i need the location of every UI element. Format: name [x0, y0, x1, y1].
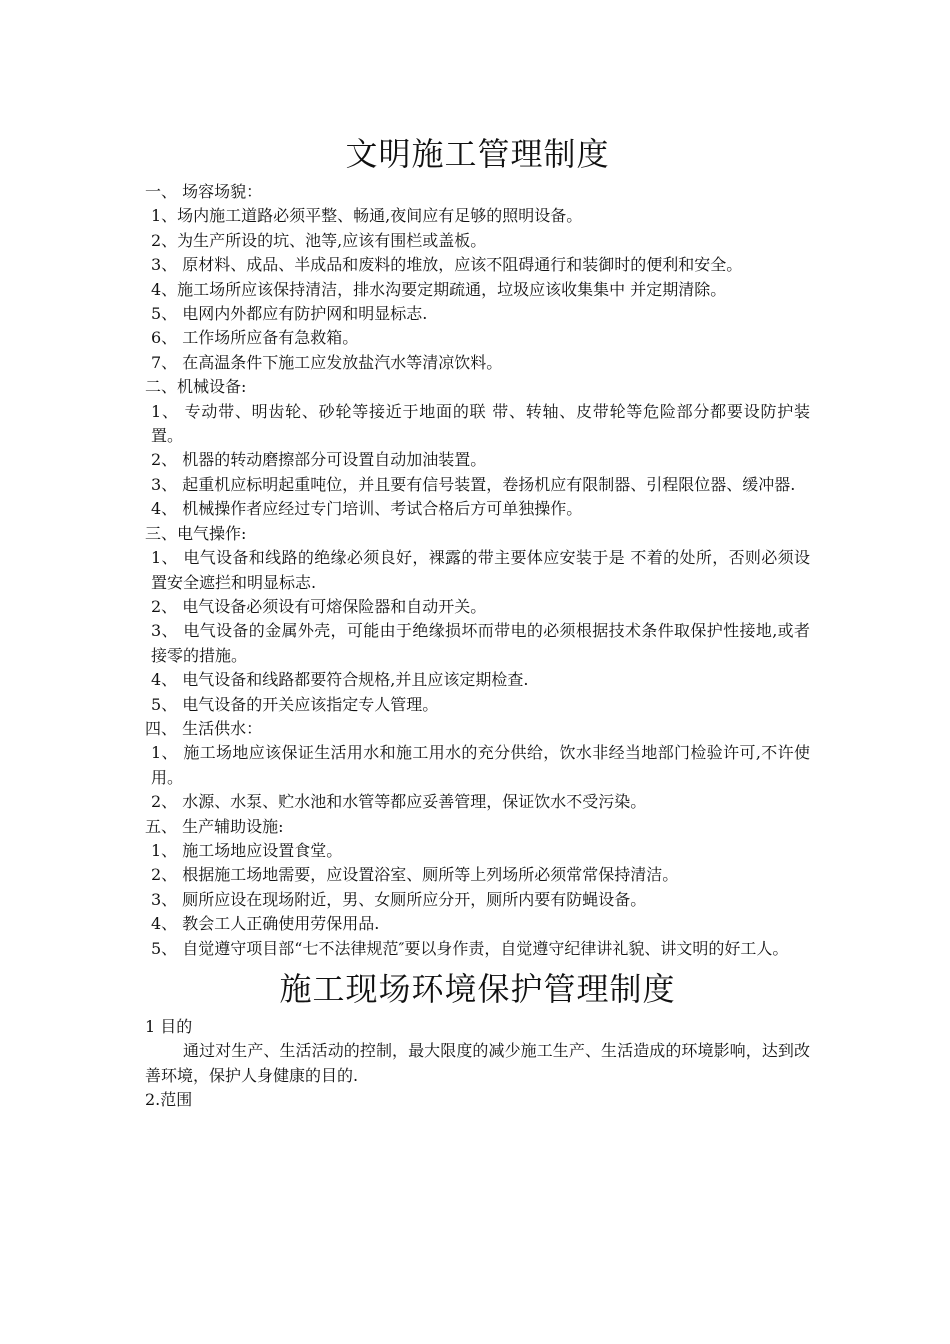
paragraph-line: 4、施工场所应该保持清洁，排水沟要定期疏通，垃圾应该收集集中 并定期清除。	[151, 279, 727, 299]
section-heading: 2.范围	[145, 1090, 193, 1110]
paragraph-line: 4、 电气设备和线路都要符合规格,并且应该定期检查.	[151, 670, 529, 690]
paragraph-line: 5、 自觉遵守项目部“七不法律规范″要以身作责，自觉遵守纪律讲礼貌、讲文明的好工人。	[151, 938, 789, 958]
paragraph-line: 2、 电气设备必须设有可熔保险器和自动开关。	[151, 596, 487, 616]
section-environment-protection	[145, 1015, 810, 1113]
section-heading: 二、机械设备:	[145, 377, 247, 397]
document-page	[145, 128, 810, 1113]
paragraph-line: 4、 机械操作者应经过专门培训、考试合格后方可单独操作。	[151, 499, 583, 519]
paragraph-line: 1、场内施工道路必须平整、畅通,夜间应有足够的照明设备。	[151, 206, 583, 226]
section-heading: 四、 生活供水：	[145, 718, 263, 738]
paragraph-line: 6、 工作场所应备有急救箱。	[151, 328, 359, 348]
paragraph-line: 2、为生产所设的坑、池等,应该有围栏或盖板。	[151, 230, 487, 250]
section-heading: 三、电气操作:	[145, 523, 247, 543]
paragraph-line: 2、 根据施工场地需要，应设置浴室、厕所等上列场所必须常常保持清洁。	[151, 865, 679, 885]
paragraph-line: 5、 电气设备的开关应该指定专人管理。	[151, 694, 439, 714]
paragraph-line: 7、 在高温条件下施工应发放盐汽水等清凉饮料。	[151, 352, 503, 372]
paragraph-line: 4、 教会工人正确使用劳保用品.	[151, 914, 380, 934]
paragraph-line: 1、 电气设备和线路的绝缘必须良好，裸露的带主要体应安装于是 不着的处所，否则必须设置安全遮拦和明显标志.	[151, 548, 810, 592]
section-heading: 一、 场容场貌：	[145, 182, 263, 201]
section-heading: 五、 生产辅助设施:	[145, 816, 284, 836]
paragraph-line: 3、 起重机应标明起重吨位，并且要有信号装置，卷扬机应有限制器、引程限位器、缓冲器.	[151, 474, 796, 494]
paragraph-line: 5、 电网内外都应有防护网和明显标志.	[151, 304, 428, 324]
paragraph-line: 1、 施工场地应该保证生活用水和施工用水的充分供给，饮水非经当地部门检验许可,不许使用。	[151, 743, 810, 787]
document-title-1: 文明施工管理制度	[345, 135, 610, 173]
section-civilized-construction	[145, 180, 810, 961]
paragraph-line: 1、 施工场地应设置食堂。	[151, 840, 343, 860]
paragraph-line: 2、 机器的转动磨擦部分可设置自动加油装置。	[151, 450, 487, 470]
document-title-2: 施工现场环境保护管理制度	[279, 970, 676, 1008]
paragraph-line: 2、 水源、水泵、贮水池和水管等都应妥善管理，保证饮水不受污染。	[151, 792, 647, 812]
paragraph-line: 1、 专动带、明齿轮、砂轮等接近于地面的联 带、转轴、皮带轮等危险部分都要设防护装置。	[151, 401, 810, 446]
paragraph-line: 通过对生产、生活活动的控制，最大限度的减少施工生产、生活造成的环境影响，达到改善环境，保护人身健康的目的.	[145, 1041, 810, 1085]
paragraph-line: 3、 厕所应设在现场附近，男、女厕所应分开，厕所内要有防蝇设备。	[151, 889, 647, 909]
paragraph-line: 3、 原材料、成品、半成品和废料的堆放，应该不阻碍通行和装御时的便利和安全。	[151, 255, 743, 275]
section-heading: 1 目的	[145, 1017, 193, 1036]
paragraph-line: 3、 电气设备的金属外壳，可能由于绝缘损坏而带电的必须根据技术条件取保护性接地,或者接零的措施。	[151, 621, 810, 665]
